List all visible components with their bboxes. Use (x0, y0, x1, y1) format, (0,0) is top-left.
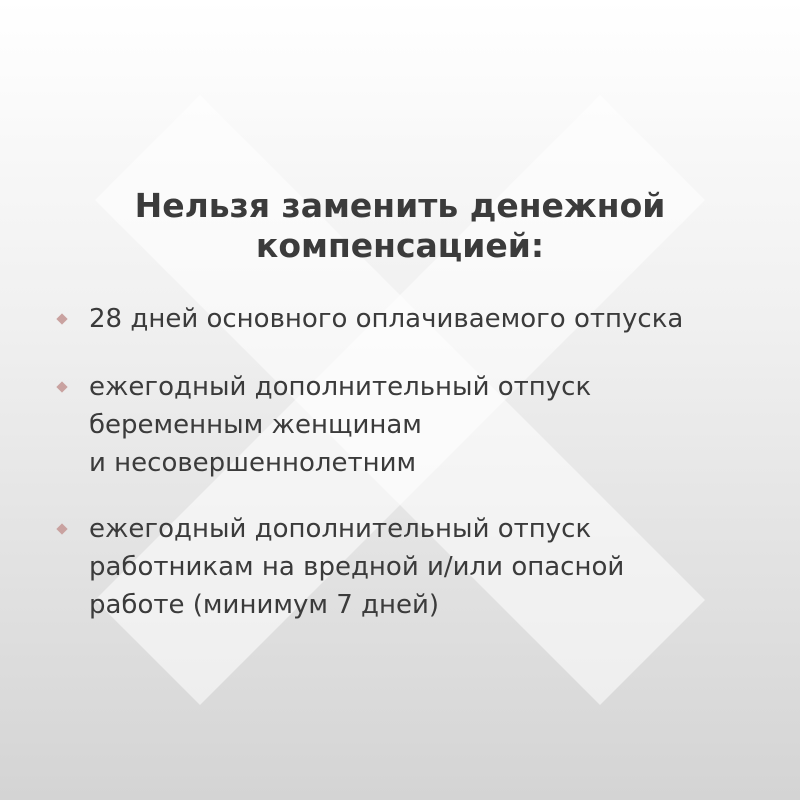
list-item-line: ежегодный дополнительный отпуск (89, 514, 592, 544)
page-title-line-1: Нельзя заменить денежной (134, 186, 666, 225)
list-item-text (89, 300, 789, 338)
list-item-line: работе (минимум 7 дней) (89, 590, 440, 620)
page-title (0, 186, 800, 266)
list-item-text (89, 510, 789, 624)
list-item-line: беременным женщинам (89, 410, 422, 440)
page-title-line-2: компенсацией: (255, 226, 545, 265)
list-item-line: и несовершеннолетним (89, 448, 417, 478)
list-item-line: ежегодный дополнительный отпуск (89, 372, 592, 402)
list-item-line: 28 дней основного оплачиваемого отпуска (89, 304, 684, 334)
list-item-text (89, 368, 789, 482)
list-item-line: работникам на вредной и/или опасной (89, 552, 625, 582)
